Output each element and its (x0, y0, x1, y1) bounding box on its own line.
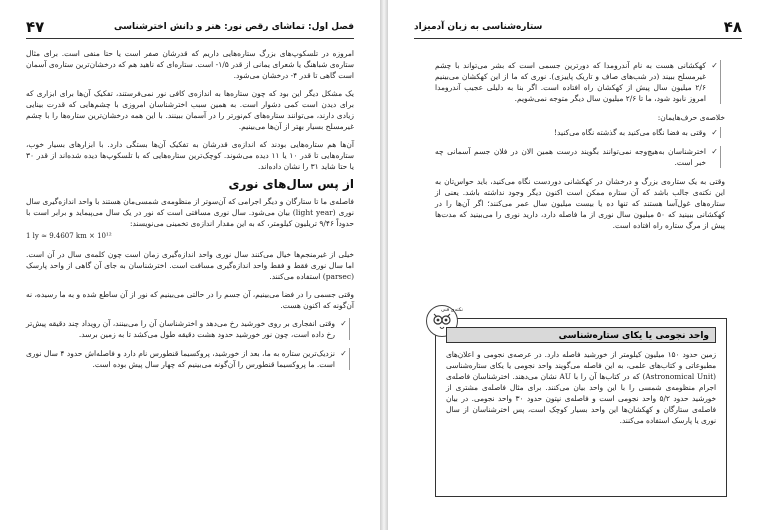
left-text-column (26, 48, 354, 378)
page-header (414, 18, 742, 39)
paragraph: یک مشکل دیگر این بود که چون ستاره‌ها به اندازه‌ی کافی نور نمی‌فرستند، تفکیک آن‌ها برای ابزاری که برای دیدن است کمی دشوار است. به همین سبب اخترشناسان امروزی با چشم‌هایی که قدرت بینایی زیادی دارند، می‌توانند ستاره‌های کم‌نورتر را در آسمان ببینند. با این همه درخشان‌ترین ستاره‌ها را با چشم غیرمسلح بسیار بهتر از آن‌ها می‌بینیم. (26, 89, 354, 131)
bullet-text: اخترشناسان به‌هیچ‌وجه نمی‌توانند بگویند درست همین الان در فلان جسم آسمانی چه خبر است. (435, 147, 706, 167)
summary-label: خلاصه‌ی حرف‌هایمان: (657, 113, 725, 122)
check-icon: ✓ (340, 319, 347, 328)
page-header (26, 18, 354, 39)
paragraph: امروزه در تلسکوپ‌های بزرگ ستاره‌هایی داریم که قدرشان صفر است یا حتا منفی است. برای مثال ستاره‌ی شباهنگ یا شعرای یمانی از قدر ۱/۵- است. ستاره‌ای که ناهید هم که درخشان‌ترین ستاره‌ی آسمان است گاهی تا قدر ۴- درخشان می‌شود. (26, 49, 354, 80)
formula: 1 ly ≈ 9.4607 km × 10¹² (26, 232, 112, 240)
running-title: فصل اول: تماشای رقص نور: هنر و دانش اخترشناسی (114, 22, 354, 32)
bullet-item (435, 146, 721, 168)
page-number: ۴۸ (723, 18, 742, 36)
bullet-text: وقتی انفجاری بر روی خورشید رخ می‌دهد و اخترشناسان آن را می‌بینند، آن رویداد چند دقیقه پیش‌تر رخ داده است، چون نور خورشید حدود هشت دقیقه طول می‌کشد تا به زمین برسد. (26, 319, 335, 339)
check-icon: ✓ (711, 128, 718, 137)
right-page (388, 0, 768, 530)
bullet-item (26, 348, 350, 370)
running-title: ستاره‌شناسی به زبان آدمیزاد (414, 22, 543, 32)
check-icon: ✓ (711, 147, 718, 156)
left-page (0, 0, 380, 530)
badge-label: نکته‌ی فنی (441, 307, 463, 313)
bullet-text: کهکشانی هست به نام آندرومدا که دورترین جسمی است که بشر می‌تواند با چشم غیرمسلح ببیند (در شب‌های صاف و تاریک پاییزی). نوری که ما از این کهکشان می‌بینیم ۲/۶ میلیون سال پیش از کهکشان راه افتاده است. اگر بنا به دلیلی عجیب آندرومدا امروز نابود شود، ما تا ۲/۶ میلیون سال دیگر متوجه نمی‌شویم. (435, 61, 706, 103)
paragraph: وقتی جسمی را در فضا می‌بینیم، آن جسم را در حالتی می‌بینیم که نور از آن ساطع شده و به ما رسیده، نه آن‌گونه که اکنون هست. (26, 290, 354, 310)
paragraph: وقتی به یک ستاره‌ی بزرگ و درخشان در کهکشانی دوردست نگاه می‌کنید، باید حواس‌تان به این نکته‌ی جالب باشد که آن ستاره ممکن است اکنون دیگر وجود نداشته باشد. یعنی از ستاره‌های غول‌آسا هستند که تنها ده یا بیست میلیون سال عمر می‌کنند؛ اگر آن‌ها را در کهکشانی ببینید که ۵۰ میلیون سال نوری از ما فاصله دارد، دارید نوری را می‌بینید که مدت‌ها پیش از مرگ ستاره راه افتاده است. (435, 177, 725, 230)
box-body: زمین حدود ۱۵۰ میلیون کیلومتر از خورشید فاصله دارد. در عرصه‌ی نجومی و اعلان‌های مطبوعاتی و کتاب‌های علمی، به این فاصله می‌گویند واحد نجومی یا یکای ستاره‌شناسی (Astronomical Unit) که در کتاب‌ها آن را با AU نشان می‌دهند. اخترشناسان فاصله‌ی اجرام منظومه‌ی شمسی را با این واحد بیان می‌کنند. برای مثال فاصله‌ی مشتری از خورشید حدود ۵/۲ واحد نجومی است و فاصله‌ی نپتون حدود ۳۰ واحد نجومی. در بیان فاصله‌ی ستارگان و کهکشان‌ها این واحد بسیار کوچک است، پس اخترشناسان از سال نوری یا پارسک استفاده می‌کنند. (446, 350, 716, 425)
section-title: از پس سال‌های نوری (228, 177, 354, 191)
bullet-item (26, 318, 350, 340)
book-spine (380, 0, 388, 530)
bullet-text: وقتی به فضا نگاه می‌کنید به گذشته نگاه می‌کنید! (554, 128, 706, 137)
check-icon: ✓ (711, 61, 718, 70)
right-text-column (435, 60, 725, 238)
page-number: ۴۷ (26, 18, 45, 36)
bullet-item (435, 60, 721, 104)
paragraph: فاصله‌ی ما تا ستارگان و دیگر اجرامی که آن‌سوتر از منظومه‌ی شمسی‌مان هستند با واحد اندازه‌گیری سال نوری (light year) بیان می‌شود. سال نوری مسافتی است که نور در یک سال می‌پیماید و برابر است با حدوداً ۹/۴۶ تریلیون کیلومتر، که به این مقدار اندازه‌ی تخمینی می‌نویسند: (25, 197, 355, 228)
check-icon: ✓ (340, 349, 347, 358)
paragraph: خیلی از غیرمنجم‌ها خیال می‌کنند سال نوری واحد اندازه‌گیری زمان است چون کلمه‌ی سال در آن است. اما سال نوری فقط و فقط واحد اندازه‌گیری مسافت است. اخترشناسان به ‌جای آن گاهی از واحد پارسک (parsec) استفاده می‌کنند. (26, 250, 354, 281)
bullet-text: نزدیک‌ترین ستاره به ما، بعد از خورشید، پروکسیما قنطورس نام دارد و فاصله‌اش حدود ۴ سال نوری است. ما پروکسیما قنطورس را آن‌گونه می‌بینیم که چهار سال پیش بوده است. (26, 349, 335, 369)
paragraph: آن‌ها هم ستاره‌هایی بودند که اندازه‌ی قدرشان به تفکیک آن‌ها بستگی دارد. با ابزارهای بسیار خوب، ستاره‌هایی تا قدر ۱۰ یا ۱۱ دیده می‌شوند. کوچک‌ترین ستاره‌هایی که با تلسکوپ‌ها دیده شده‌اند از قدر ۳۰ یا حتا شاید ۳۱ را نشان داده‌اند. (26, 140, 354, 171)
box-title: واحد نجومی یا یکای ستاره‌شناسی (446, 327, 716, 343)
sidebar-box (435, 307, 727, 497)
bullet-item (435, 127, 721, 138)
